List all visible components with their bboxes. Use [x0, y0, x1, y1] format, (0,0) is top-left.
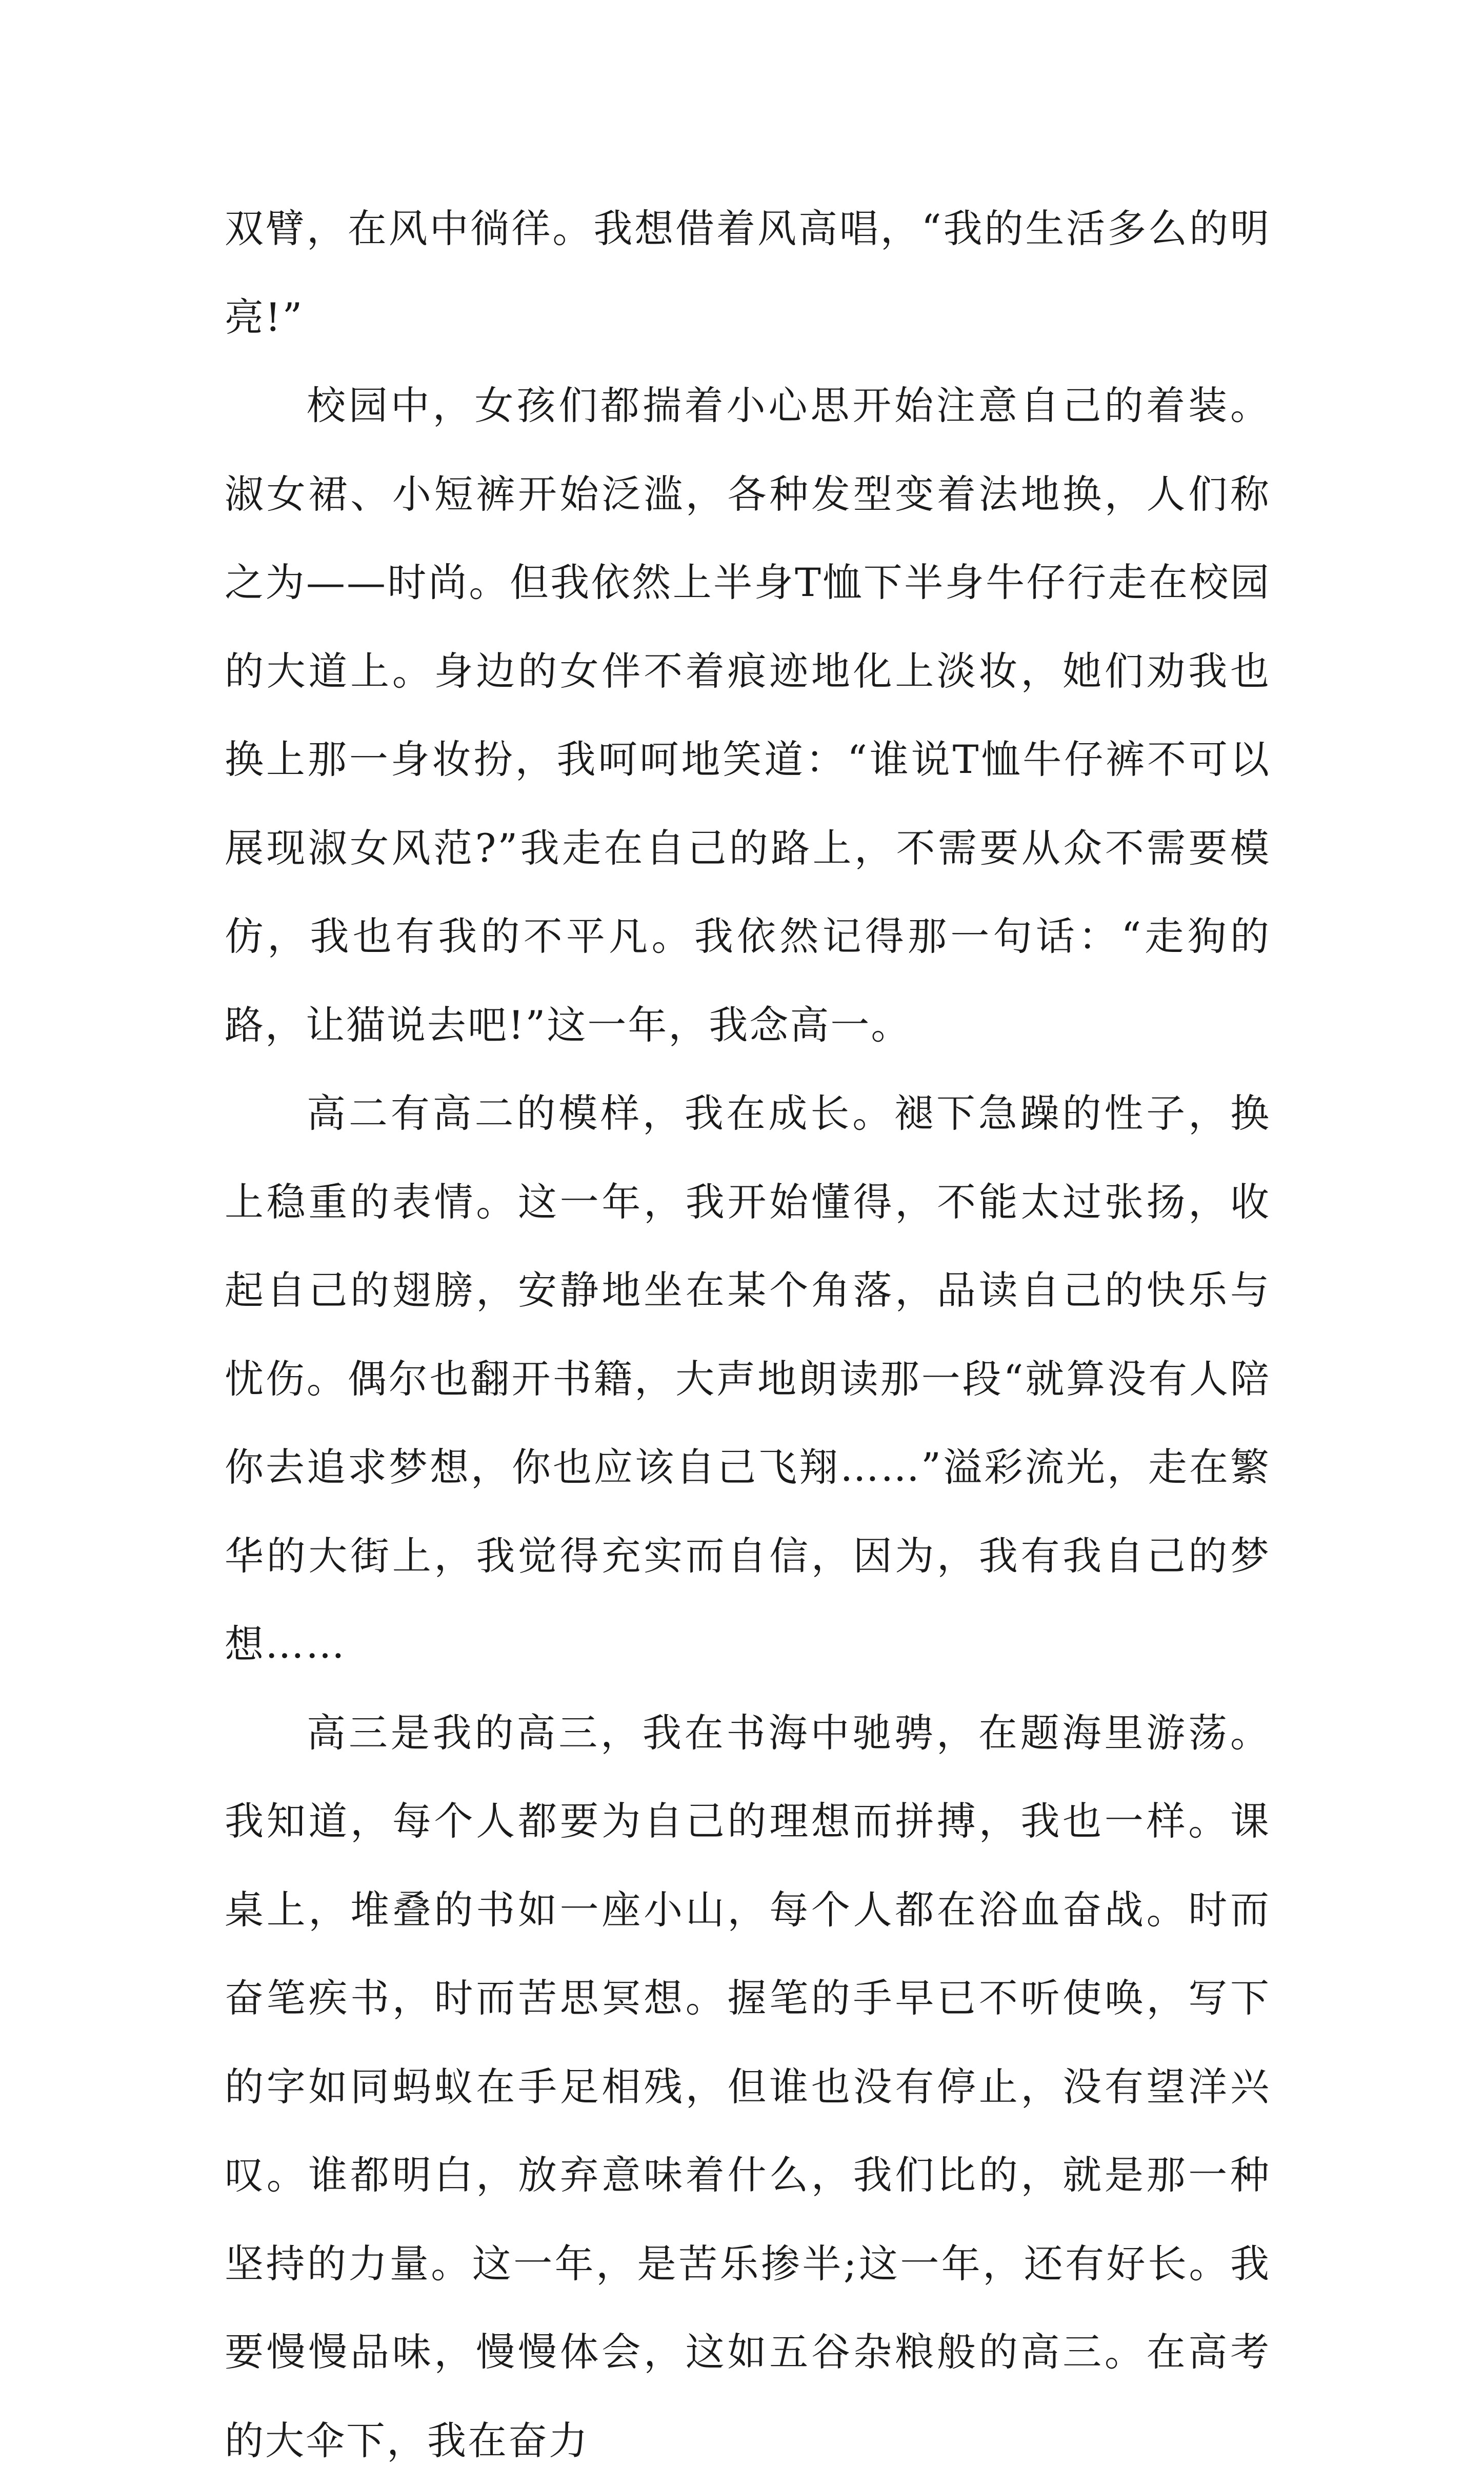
paragraph-grade-two: 高二有高二的模样，我在成长。褪下急躁的性子，换上稳重的表情。这一年，我开始懂得，不能太过张扬，收起自己的翅膀，安静地坐在某个角落，品读自己的快乐与忧伤。偶尔也翻开书籍，大声地朗读那一段“就算没有人陪你去追求梦想，你也应该自己飞翔……”溢彩流光，走在繁华的大街上，我觉得充实而自信，因为，我有我自己的梦想…… [225, 1069, 1271, 1689]
paragraph-continuation: 双臂，在风中徜徉。我想借着风高唱，“我的生活多么的明亮!” [225, 185, 1271, 362]
paragraph-grade-three: 高三是我的高三，我在书海中驰骋，在题海里游荡。我知道，每个人都要为自己的理想而拼搏，我也一样。课桌上，堆叠的书如一座小山，每个人都在浴血奋战。时而奋笔疾书，时而苦思冥想。握笔的手早已不听使唤，写下的字如同蚂蚁在手足相残，但谁也没有停止，没有望洋兴叹。谁都明白，放弃意味着什么，我们比的，就是那一种坚持的力量。这一年，是苦乐掺半;这一年，还有好长。我要慢慢品味，慢慢体会，这如五谷杂粮般的高三。在高考的大伞下，我在奋力 [225, 1689, 1271, 2485]
paragraph-grade-one: 校园中，女孩们都揣着小心思开始注意自己的着装。淑女裙、小短裤开始泛滥，各种发型变着法地换，人们称之为——时尚。但我依然上半身T恤下半身牛仔行走在校园的大道上。身边的女伴不着痕迹地化上淡妆，她们劝我也换上那一身妆扮，我呵呵地笑道：“谁说T恤牛仔裤不可以展现淑女风范?”我走在自己的路上，不需要从众不需要模仿，我也有我的不平凡。我依然记得那一句话：“走狗的路，让猫说去吧!”这一年，我念高一。 [225, 362, 1271, 1069]
document-body [225, 185, 1271, 2485]
